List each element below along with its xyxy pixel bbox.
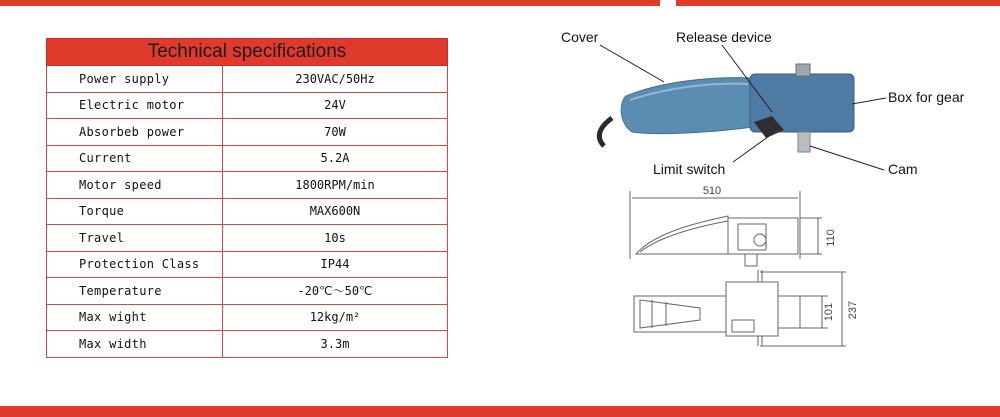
callout-release-device: Release device <box>676 29 772 45</box>
callout-cam: Cam <box>888 161 918 177</box>
spec-label: Electric motor <box>47 92 223 119</box>
spec-value: 24V <box>223 92 448 119</box>
top-view-drawing <box>634 270 846 346</box>
spec-table-title: Technical specifications <box>47 39 448 66</box>
spec-value: 70W <box>223 119 448 146</box>
callout-limit-switch: Limit switch <box>653 161 726 177</box>
power-cable <box>599 118 612 146</box>
dimension-outer-width: 237 <box>847 300 859 320</box>
spec-value: -20℃～50℃ <box>223 278 448 305</box>
spec-value: IP44 <box>223 251 448 278</box>
dimension-length: 510 <box>702 185 722 197</box>
gearbox-top-shaft <box>796 64 810 76</box>
spec-value: 5.2A <box>223 145 448 172</box>
spec-value: 1800RPM/min <box>223 172 448 199</box>
spec-label: Current <box>47 145 223 172</box>
spec-value: 3.3m <box>223 331 448 358</box>
spec-label: Absorbeb power <box>47 119 223 146</box>
spec-value: MAX600N <box>223 198 448 225</box>
spec-label: Protection Class <box>47 251 223 278</box>
spec-label: Max width <box>47 331 223 358</box>
spec-value: 10s <box>223 225 448 252</box>
dimension-height-side: 110 <box>825 229 837 247</box>
side-view-drawing <box>630 191 822 266</box>
spec-label: Temperature <box>47 278 223 305</box>
cam-shaft <box>798 132 810 152</box>
callout-box-for-gear: Box for gear <box>888 89 965 105</box>
callout-cover: Cover <box>561 29 599 45</box>
spec-value: 12kg/m² <box>223 304 448 331</box>
spec-label: Motor speed <box>47 172 223 199</box>
spec-label: Travel <box>47 225 223 252</box>
spec-label: Power supply <box>47 66 223 93</box>
product-illustration <box>599 64 854 152</box>
dimension-inner-width: 101 <box>823 302 835 322</box>
bottom-accent-bar <box>0 406 1000 417</box>
spec-value: 230VAC/50Hz <box>223 66 448 93</box>
spec-label: Torque <box>47 198 223 225</box>
spec-label: Max wight <box>47 304 223 331</box>
